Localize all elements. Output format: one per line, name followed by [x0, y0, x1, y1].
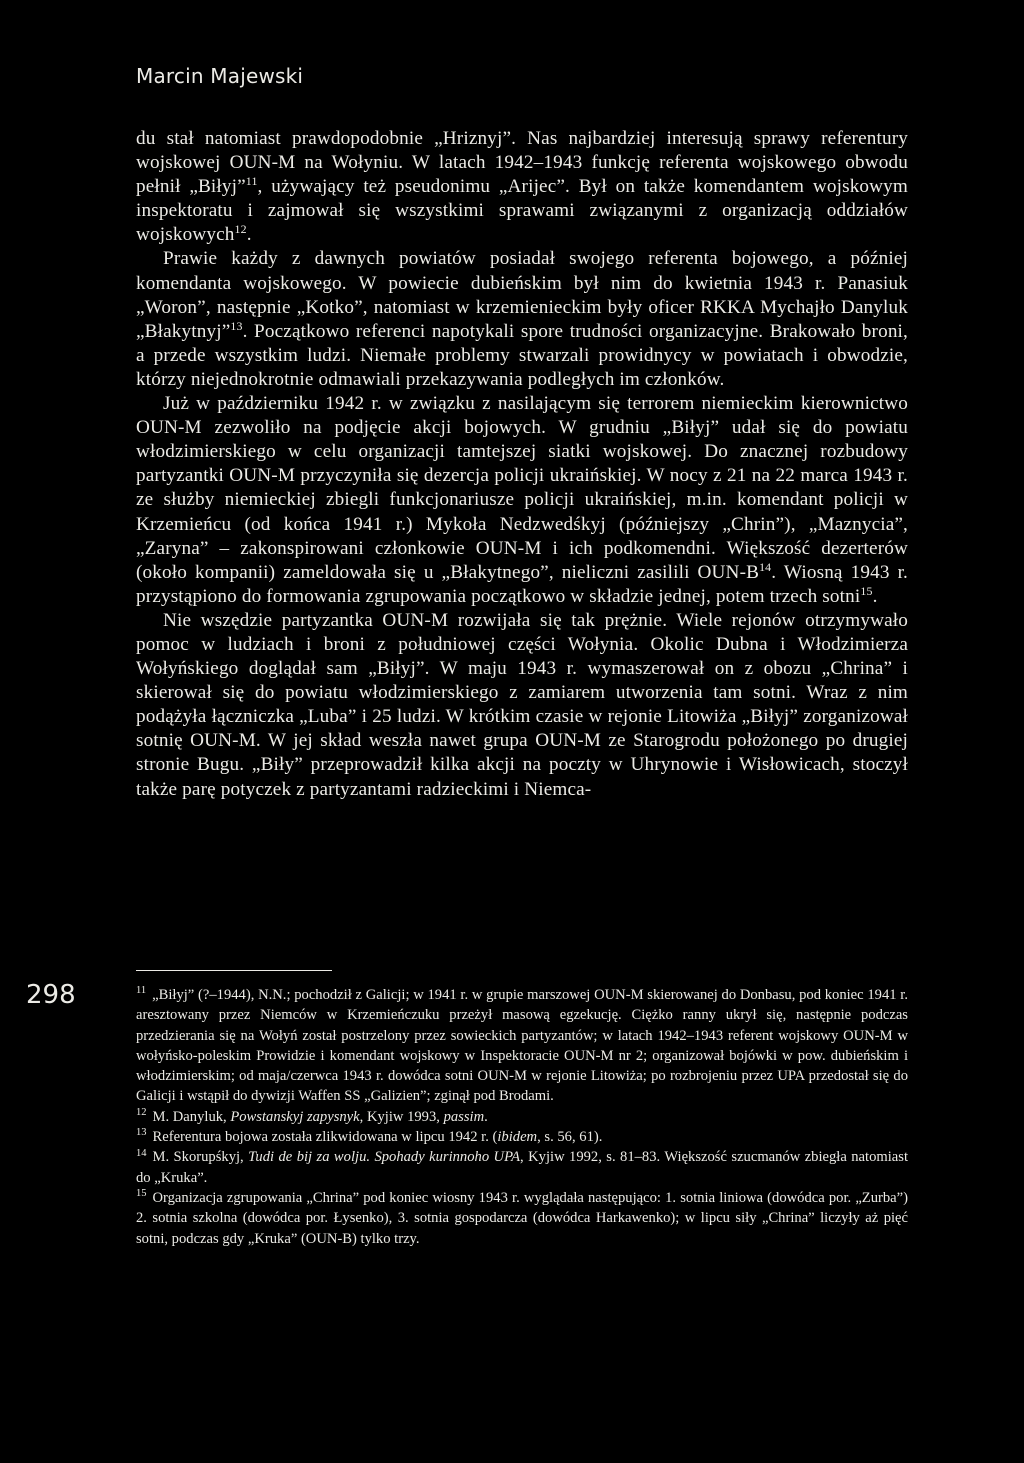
- footnotes: [136, 985, 908, 1249]
- footnote-ref: 14: [759, 559, 772, 574]
- footnote: $^{13}$ Referentura bojowa została zlikwidowana w lipcu 1942 r. (ibidem, s. 56, 61).: [136, 1127, 603, 1146]
- footnote-ref: 13: [230, 318, 243, 333]
- paragraph: Nie wszędzie partyzantka OUN-M rozwijała się tak prężnie. Wiele rejonów otrzymywało pomoc w ludziach i broni z południowej części Wołynia. Okolic Dubna i Włodzimierza Wołyńskiego doglądał sam „Biłyj”. W maju 1943 r. wymaszerował on z obozu „Chrina” i skierował się do powiatu włodzimierskiego z zamiarem utworzenia tam sotni. Wraz z nim podążyła łączniczka „Luba” i 25 ludzi. W krótkim czasie w rejonie Litowiża „Biłyj” zorganizował sotnię OUN-M. W jej skład weszła nawet grupa OUN-M ze Starogrodu położonego po drugiej stronie Bugu. „Biły” przeprowadził kilka akcji na poczty w Uhrynowie i Wisłowicach, stoczył także parę potyczek z partyzantami radzieckimi i Niemca-: [136, 609, 908, 800]
- footnote-number: 13: [136, 1127, 147, 1139]
- footnote-ref: 12: [234, 222, 247, 237]
- running-head-author: Marcin Majewski: [136, 64, 304, 88]
- footnote: $^{14}$ M. Skorupśkyj, Tudi de bij za wolju. Spohady kurinnoho UPA, Kyjiw 1992, s. 81–83. Większość szucmanów zbiegła natomiast do „Kruka”.: [136, 1147, 909, 1186]
- footnote-number: 15: [136, 1188, 147, 1200]
- paragraph: du stał natomiast prawdopodobnie „Hriznyj”. Nas najbardziej interesują sprawy referentury wojskowej OUN-M na Wołyniu. W latach 1942–1943 funkcję referenta wojskowego obwodu pełnił „Biłyj”$^{11}$, używający też pseudonimu „Arijec”. Był on także komendantem wojskowym inspektoratu i zajmował się wszystkimi sprawami związanymi z organizacją oddziałów wojskowych$^{12}$.: [136, 128, 909, 246]
- footnote-number: 14: [136, 1147, 147, 1159]
- footnote-ref: 11: [245, 174, 258, 189]
- footnote-number: 12: [136, 1107, 147, 1118]
- footnote-separator: [136, 970, 332, 971]
- page-number: 298: [26, 980, 76, 1010]
- footnote-ref: 15: [860, 583, 873, 598]
- main-text: [136, 127, 908, 802]
- footnote: $^{12}$ M. Danyluk, Powstanskyj zapysnyk, Kyjiw 1993, passim.: [136, 1107, 488, 1125]
- footnote: $^{11}$ „Biłyj” (?–1944), N.N.; pochodził z Galicji; w 1941 r. w grupie marszowej OUN-M skierowanej do Donbasu, pod koniec 1941 r. aresztowany przez Niemców w Krzemieńczuku przeżył masową egzekucję. Ciężko ranny ukrył się, następnie podczas przedzierania się na Wołyń został postrzelony przez sowieckich partyzantów; w latach 1942–1943 referent wojskowy OUN-M w wołyńsko-poleskim Prowidzie i komendant wojskowy w Inspektoracie OUN-M nr 2; organizował bojówki w pow. dubieńskim i włodzimierskim; od maja/czerwca 1943 r. dowódca sotni OUN-M w rejonie Litowiża; po rozbrojeniu przez UPA przedostał się do Galicji i wstąpił do dywizji Waffen SS „Galizien”; zginął pod Brodami.: [136, 985, 908, 1105]
- footnote: $^{15}$ Organizacja zgrupowania „Chrina” pod koniec wiosny 1943 r. wyglądała następująco: 1. sotnia liniowa (dowódca por. „Zurba”) 2. sotnia szkolna (dowódca por. Łysenko), 3. sotnia gospodarcza (dowódca Harkawenko); w lipcu siły „Chrina” liczyły aż pięć sotni, podczas gdy „Kruka” (OUN-B) tylko trzy.: [136, 1188, 908, 1247]
- paragraph: Już w październiku 1942 r. w związku z nasilającym się terrorem niemieckim kierownictwo OUN-M zezwoliło na podjęcie akcji bojowych. W grudniu „Biłyj” udał się do powiatu włodzimierskiego w celu organizacji tamtejszej siatki wojskowej. Do znacznej rozbudowy partyzantki OUN-M przyczyniła się dezercja policji ukraińskiej. W nocy z 21 na 22 marca 1943 r. ze służby niemieckiej zbiegli funkcjonariusze policji ukraińskiej, m.in. komendant policji w Krzemieńcu (od końca 1941 r.) Mykoła Nedzwedśkyj (późniejszy „Chrin”), „Maznycia”, „Zaryna” – zakonspirowani członkowie OUN-M i ich podkomendni. Większość dezerterów (około kompanii) zameldowała się u „Błakytnego”, nieliczni zasilili OUN-$B^{14}$. Wiosną 1943 r. przystąpiono do formowania zgrupowania początkowo w składzie jednej, potem trzech sotni$^{15}$.: [136, 393, 908, 607]
- footnote-number: 11: [136, 985, 147, 997]
- paragraph: Prawie każdy z dawnych powiatów posiadał swojego referenta bojowego, a później komendanta wojskowego. W powiecie dubieńskim był nim do kwietnia 1943 r. Panasiuk „Woron”, następnie „Kotko”, natomiast w krzemienieckim były oficer RKKA Mychajło Danyluk „Błakytnyj”$^{13}$. Początkowo referenci napotykali spore trudności organizacyjne. Brakowało broni, a przede wszystkim ludzi. Niemałe problemy stwarzali prowidnycy w powiatach i obwodzie, którzy niejednokrotnie odmawiali przekazywania podległych im członków.: [136, 248, 908, 390]
